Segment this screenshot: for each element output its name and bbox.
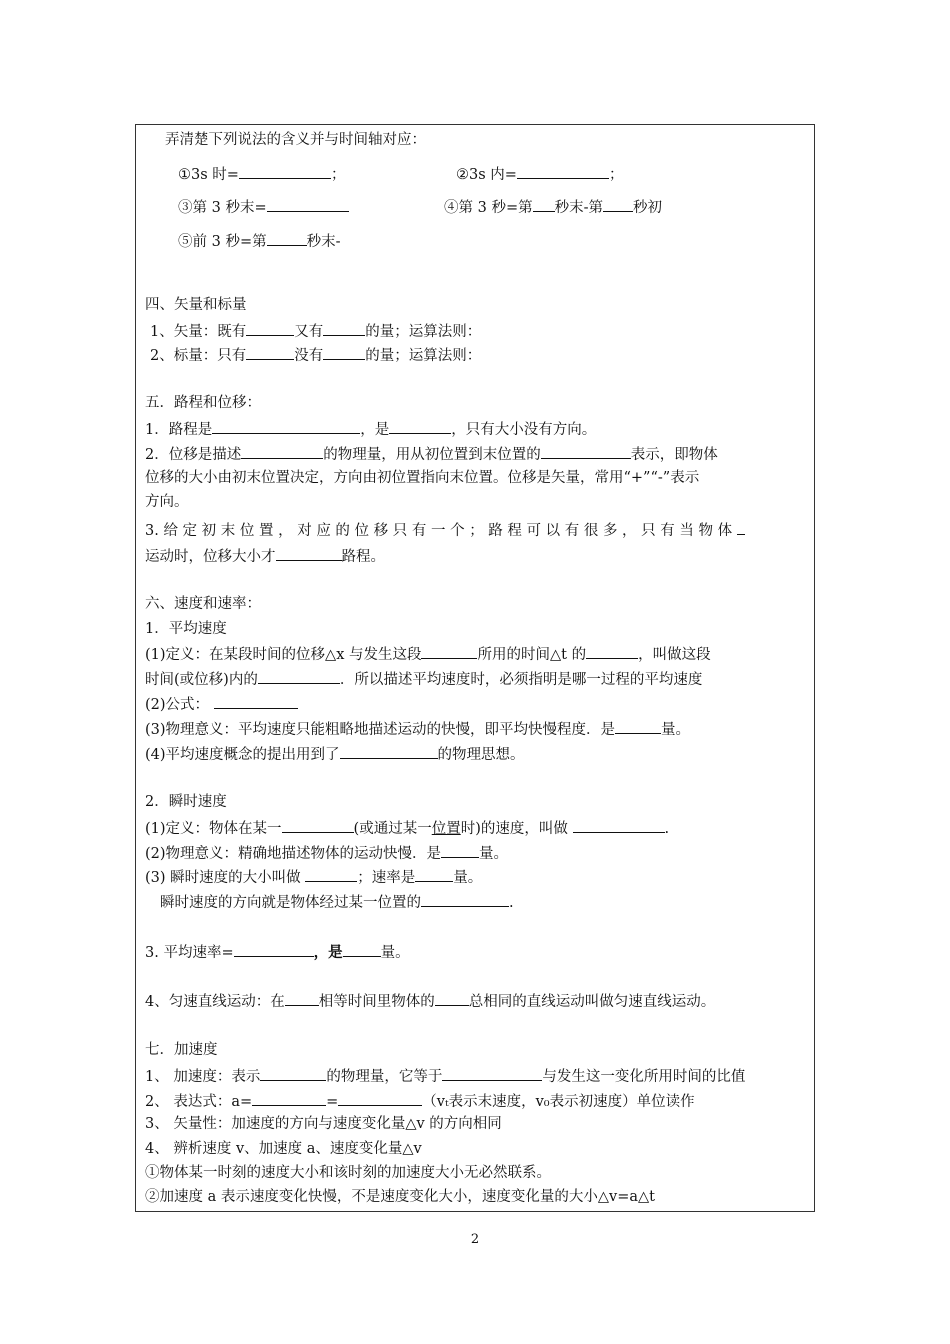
blank[interactable] bbox=[343, 941, 381, 957]
blank[interactable] bbox=[239, 163, 331, 179]
blank[interactable] bbox=[323, 344, 365, 360]
accel-line-6: ②加速度 a 表示速度变化快慢，不是速度变化大小，速度变化量的大小△v=a△t bbox=[145, 1189, 655, 1205]
blank[interactable] bbox=[260, 1065, 326, 1081]
blank[interactable] bbox=[267, 230, 307, 246]
sec4-line-2: 2、标量：只有 没有 的量；运算法则： bbox=[150, 344, 481, 366]
accel-line-4: 4、 辨析速度 v、加速度 a、速度变化量△v bbox=[145, 1141, 422, 1157]
blank[interactable] bbox=[415, 866, 453, 882]
section-7-title: 七．加速度 bbox=[145, 1042, 218, 1058]
avg-def-line-1: (1)定义：在某段时间的位移△x 与发生这段 所用的时间△t 的 ，叫做这段 bbox=[145, 643, 711, 665]
avg-meaning: (3)物理意义：平均速度只能粗略地描述运动的快慢，即平均快慢程度．是 量。 bbox=[145, 718, 690, 740]
blank[interactable] bbox=[541, 443, 631, 459]
sec5-line-6: 运动时，位移大小才 路程。 bbox=[145, 545, 385, 567]
section-4-title: 四、矢量和标量 bbox=[145, 297, 247, 313]
accel-line-1: 1、 加速度：表示 的物理量，它等于 与发生这一变化所用时间的比值 bbox=[145, 1065, 745, 1087]
time-item-1: ①3s 时= ； bbox=[178, 163, 345, 185]
blank[interactable] bbox=[340, 743, 438, 759]
inst-meaning: (2)物理意义：精确地描述物体的运动快慢．是 量。 bbox=[145, 842, 508, 864]
blank[interactable] bbox=[252, 1090, 326, 1106]
blank[interactable] bbox=[212, 418, 360, 434]
blank[interactable] bbox=[267, 196, 349, 212]
blank[interactable] bbox=[442, 1065, 542, 1081]
sec5-line-3: 位移的大小由初末位置决定，方向由初位置指向末位置。位移是矢量，常用“+”“-”表示 bbox=[145, 470, 700, 486]
inst-direction: 瞬时速度的方向就是物体经过某一位置的 . bbox=[160, 891, 514, 913]
blank[interactable] bbox=[282, 817, 354, 833]
time-intro: 弄清楚下列说法的含义并与时间轴对应： bbox=[165, 132, 426, 148]
blank[interactable] bbox=[435, 990, 469, 1006]
sec5-line-4: 方向。 bbox=[145, 494, 189, 510]
avg-def-line-2: 时间(或位移)内的 ．所以描述平均速度时，必须指明是哪一过程的平均速度 bbox=[145, 668, 702, 690]
page-number: 2 bbox=[470, 1232, 480, 1247]
accel-line-3: 3、 矢量性：加速度的方向与速度变化量△v 的方向相同 bbox=[145, 1116, 502, 1132]
sec5-line-5: 3. 给 定 初 末 位 置 ， 对 应 的 位 移 只 有 一 个 ； 路 程 可 以 有 很 多 ， 只 有 当 物 体 bbox=[145, 519, 745, 541]
time-item-5: ⑤前 3 秒=第 秒末- bbox=[178, 230, 341, 252]
section-5-title: 五．路程和位移： bbox=[145, 395, 261, 411]
blank[interactable] bbox=[421, 643, 477, 659]
blank[interactable] bbox=[389, 418, 451, 434]
blank[interactable] bbox=[615, 718, 661, 734]
blank[interactable] bbox=[323, 320, 365, 336]
blank[interactable] bbox=[517, 163, 609, 179]
avg-idea: (4)平均速度概念的提出用到了 的物理思想。 bbox=[145, 743, 525, 765]
blank[interactable] bbox=[421, 891, 509, 907]
sec5-line-1: 1．路程是 ，是 ，只有大小没有方向。 bbox=[145, 418, 596, 440]
sec5-line-2: 2．位移是描述 的物理量，用从初位置到末位置的 表示，即物体 bbox=[145, 443, 718, 465]
blank[interactable] bbox=[603, 196, 633, 212]
accel-line-2: 2、 表达式：a= = （vₜ表示末速度，v₀表示初速度）单位读作 bbox=[145, 1090, 695, 1112]
blank[interactable] bbox=[533, 196, 555, 212]
avg-formula: (2)公式： bbox=[145, 693, 298, 715]
blank[interactable] bbox=[573, 817, 665, 833]
avg-velocity-title: 1．平均速度 bbox=[145, 621, 227, 637]
time-item-3: ③第 3 秒末= bbox=[178, 196, 349, 218]
accel-line-5: ①物体某一时刻的速度大小和该时刻的加速度大小无必然联系。 bbox=[145, 1165, 551, 1181]
blank[interactable] bbox=[258, 668, 340, 684]
blank[interactable] bbox=[234, 941, 314, 957]
inst-magnitude: (3) 瞬时速度的大小叫做 ；速率是 量。 bbox=[145, 866, 482, 888]
blank[interactable] bbox=[285, 990, 319, 1006]
sec4-line-1: 1、矢量：既有 又有 的量；运算法则： bbox=[150, 320, 481, 342]
blank[interactable] bbox=[737, 519, 745, 535]
time-item-2: ②3s 内= ； bbox=[456, 163, 623, 185]
uniform-motion: 4、匀速直线运动：在 相等时间里物体的 总相同的直线运动叫做匀速直线运动。 bbox=[145, 990, 715, 1012]
blank[interactable] bbox=[586, 643, 638, 659]
blank[interactable] bbox=[276, 545, 342, 561]
time-item-4: ④第 3 秒=第 秒末-第 秒初 bbox=[444, 196, 662, 218]
blank[interactable] bbox=[338, 1090, 422, 1106]
inst-def: (1)定义：物体在某一 (或通过某一位置时)的速度，叫做 . bbox=[145, 817, 669, 839]
blank[interactable] bbox=[214, 693, 298, 709]
blank[interactable] bbox=[246, 344, 294, 360]
inst-velocity-title: 2．瞬时速度 bbox=[145, 794, 227, 810]
avg-rate: 3. 平均速率= ，是 量。 bbox=[145, 941, 410, 963]
blank[interactable] bbox=[246, 320, 294, 336]
section-6-title: 六、速度和速率： bbox=[145, 596, 261, 612]
blank[interactable] bbox=[241, 443, 323, 459]
blank[interactable] bbox=[441, 842, 479, 858]
blank[interactable] bbox=[305, 866, 357, 882]
